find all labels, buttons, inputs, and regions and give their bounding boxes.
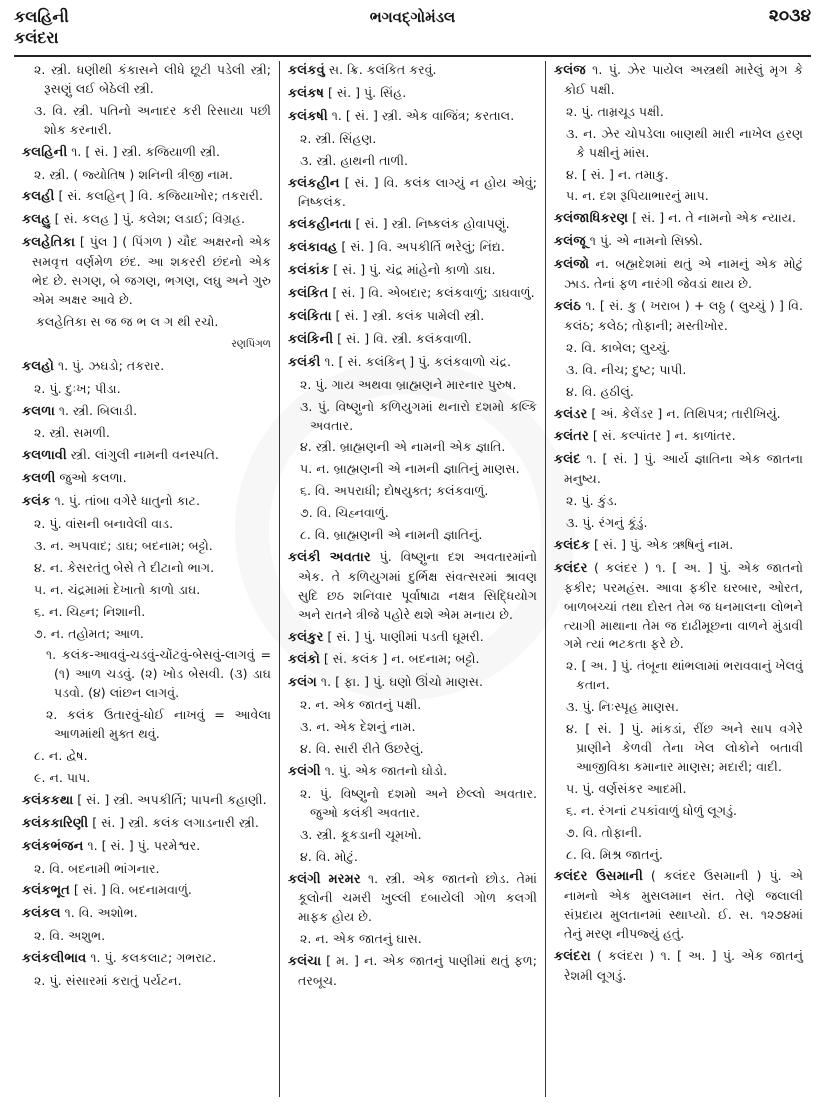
entry-sense: [22, 166, 271, 185]
definition-text: ૪. વિ. મોટું.: [300, 848, 358, 864]
entry-sense: [22, 860, 271, 879]
dictionary-entry: [22, 143, 271, 163]
definition-text: ૫. પું. વર્ણસંકર આદમી.: [566, 780, 687, 796]
definition-text: [ સં. ] વિ. એબદાર; કલંકવાળું; ડાઘવાળું.: [328, 285, 535, 301]
dictionary-entry: [288, 628, 537, 648]
definition-text: જુઓ કલળા.: [55, 470, 127, 486]
definition-text: [ સં. ] સ્ત્રી. કલંક પામેલી સ્ત્રી.: [331, 307, 485, 323]
definition-text: ૩. પું. વિષ્ણુનો કળિયુગમાં થનારો દશમો કલ્કિ અવતાર.: [300, 398, 537, 433]
definition-text: ૭. વિ. તોફાની.: [566, 824, 643, 840]
headword: કલંડર: [554, 406, 588, 422]
definition-text: ૨. પું. કુંડ.: [566, 493, 618, 509]
headword: કલંદ: [554, 452, 581, 468]
headword: કલંકષ: [288, 85, 324, 101]
entry-sense: [22, 102, 271, 140]
definition-text: [ સં. ] વિ. અપકીર્તિ ભરેલું; નિંદ્ય.: [337, 239, 505, 255]
headword: કલંગ: [288, 675, 317, 691]
dictionary-entry: [554, 61, 803, 100]
entry-sense: [554, 166, 803, 185]
headword: કલંકી: [288, 354, 321, 370]
definition-text: [ સં. કલંક ] ન. બદનામ; બટ્ટો.: [319, 651, 480, 667]
definition-text: ૧. [ સં. ] પું. પરમેશ્વર.: [83, 837, 201, 853]
dictionary-entry: [288, 548, 537, 625]
definition-text: [ સં. ] પું. ચંદ્ર માંહેનો કાળો ડાઘ.: [329, 262, 496, 278]
headword: કલહુ: [22, 212, 51, 228]
definition-text: ૩. ન. એક દેશનું નામ.: [300, 719, 416, 735]
definition-text: [ સં. ] પું. સિંહ.: [323, 84, 407, 100]
definition-text: [ પુંલ ] ( પિંગળ ) ચૌદ અક્ષરનો એક સમવૃત્ત વર્ણમેળ છંદ. આ શકરરી છંદનો એક ભેદ છે. સગણ, બે જગણ, ભગણ, લઘુ અને ગુરુ એમ અક્ષર આવે છે.: [32, 234, 271, 307]
headword: કલંકભંજન: [22, 838, 84, 854]
definition-text: ૭. ન. તહોમત; આળ.: [34, 625, 144, 641]
dictionary-entry: [288, 673, 537, 693]
definition-text: ૩. પું. નિઃસ્પૃહ માણસ.: [566, 699, 679, 715]
dictionary-entry: [288, 952, 537, 991]
definition-text: ( કલંદરા ) ૧. [ અ. ] પું. એક જાતનું રેશમી લૂગડું.: [564, 948, 803, 983]
headword: કલંદર: [554, 560, 588, 576]
definition-text: [ સં. ] પું. એક ઋષિનું નામ.: [589, 536, 734, 552]
entry-sense: [288, 740, 537, 759]
definition-text: ૩. સ્ત્રી. હાથની તાળી.: [300, 152, 408, 168]
entry-sense: [22, 972, 271, 991]
dictionary-entry: [554, 405, 803, 425]
definition-text: પું. વિષ્ણુના દશ અવતારમાંનો એક. તે કળિયુગમાં દુર્ભિક્ષ સંવત્સરમાં શ્રાવણ સુદિ છઠ શનિવાર પૂર્વાષાઢા નક્ષત્ર સિદ્ધિયોગ અને રાતને ત્રીજે પહોરે થશે એમ મનાય છે.: [298, 548, 538, 622]
headword: કલંકાવહ: [288, 240, 338, 256]
definition-text: ૧. [ સં. ] સ્ત્રી. કજિયાળી સ્ત્રી.: [67, 143, 220, 159]
headword: કલંકભૂત: [22, 883, 70, 899]
first-guide-word: કલહિની: [14, 7, 69, 26]
definition-text: [ સં. કલહિન્ ] વિ. કજિયાખોર; તકરારી.: [54, 188, 264, 204]
column-3: [545, 61, 811, 1097]
entry-sense: [554, 846, 803, 865]
entry-sense: [554, 720, 803, 777]
dictionary-entry: [554, 297, 803, 336]
definition-text: ૨. વિ. કાબેલ; લુચ્ચું.: [566, 339, 671, 355]
entry-sense: [22, 706, 271, 744]
entry-sense: [288, 130, 537, 149]
dictionary-entry: [22, 492, 271, 512]
column-1: [14, 61, 279, 1097]
definition-text: ૧. વિ. અશોભ.: [60, 905, 138, 921]
entry-sense: [554, 103, 803, 122]
entry-sense: [554, 514, 803, 533]
definition-text: ૨. વિ. અશુભ.: [34, 928, 106, 944]
dictionary-entry: [554, 947, 803, 986]
entry-sense: [554, 125, 803, 163]
definition-text: સ્ત્રી. લાંગુલી નામની વનસ્પતિ.: [66, 447, 219, 463]
definition-text: ૪. સ્ત્રી. બ્રાહ્મણની એ નામની એક જ્ઞાતિ.: [300, 439, 506, 455]
definition-text: ૩. પું. રંગનું કૂંડું.: [566, 515, 648, 531]
definition-text: ૬. ન. રંગનાં ટપકાંવાળું ધોળું લૂગડું.: [566, 802, 738, 818]
definition-text: ૧. પું. ઝેર પાયેલ અસ્ત્રથી મારેલું મૃગ કે કોઈ પક્ષી.: [564, 62, 803, 97]
dictionary-entry: [554, 255, 803, 294]
headword: કલંકહીનતા: [288, 217, 352, 233]
dictionary-entry: [22, 357, 271, 377]
dictionary-entry: [288, 650, 537, 670]
entry-sense: [554, 383, 803, 402]
headword: કલંકિતા: [288, 308, 332, 324]
dictionary-entry: [22, 402, 271, 422]
definition-text: ૧. સ્ત્રી. એક જાતનો છોડ. તેમાં કૂલોની ચમરી ખુલ્લી દબાયેલી ગોળ કલગી માફક હોય છે.: [298, 870, 537, 925]
entry-sense: [554, 657, 803, 695]
dictionary-entry: [288, 84, 537, 104]
definition-text: ૧. પું. ઝઘડો; તકરાર.: [53, 357, 165, 373]
definition-text: ૨. પું. વિષ્ણુનો દશમો અને છેલ્લો અવતાર. જુઓ કલંકી અવતાર.: [300, 785, 537, 820]
dictionary-entry: [288, 353, 537, 373]
headword: કલંકહીન: [288, 175, 340, 191]
entry-sense: [22, 424, 271, 443]
headword: કલંકી અવતાર: [288, 549, 371, 565]
entry-sense: [288, 376, 537, 395]
definition-text: ૩. સ્ત્રી. કૂકડાની ચૂમખો.: [300, 826, 422, 842]
definition-text: ૨. પું. દુઃખ; પીડા.: [34, 380, 121, 396]
definition-text: [ સં. ] વિ. કલંક લાગ્યું ન હોય એવું; નિષ્કલંક.: [298, 174, 537, 210]
headword: કલંજાધિકરણ: [554, 211, 629, 227]
entry-sense: [22, 559, 271, 578]
entry-sense: [22, 603, 271, 622]
entry-sense: [288, 482, 537, 501]
dictionary-entry: [288, 762, 537, 782]
entry-sense: [288, 826, 537, 845]
headword: કલંકો: [288, 652, 320, 668]
definition-text: ૪. [ સં. ] ન. તમાકુ.: [566, 166, 669, 182]
definition-text: ૧. [ સં. કુ ( ખરાબ ) + લઠ્ઠ ( લુચ્ચું ) ] વિ. કલંઠ; કલેઠ; તોફાની; મસ્તીખોર.: [564, 297, 803, 333]
definition-text: ૮. વિ. મિશ્ર જાતનું.: [566, 846, 663, 862]
book-title: ભગવદ્ગોમંડલ: [369, 8, 456, 26]
entry-sense: [288, 438, 537, 457]
dictionary-entry: [22, 469, 271, 489]
headword: કલંદક: [554, 537, 590, 553]
entry-sense: [22, 625, 271, 644]
definition-text: ૧. પું. કલકલાટ; ગભરાટ.: [86, 950, 217, 966]
definition-text: ૧. સ્ત્રી. બિલાડી.: [54, 402, 138, 418]
definition-text: ૪. વિ. સારી રીતે ઉછરેલું.: [300, 741, 424, 757]
dictionary-entry: [554, 536, 803, 556]
definition-text: ૩. ન. ઝેર ચોપડેલા બાણથી મારી નાખેલ હરણ કે પક્ષીનું માંસ.: [566, 125, 803, 160]
definition-text: ૫. ન. દશ રૂપિયાભારનું માપ.: [566, 188, 709, 204]
definition-text: ૨. વિ. બદનામી ભાંગનાર.: [34, 860, 160, 876]
definition-text: ૨. પું. સંસારમાં કરાતું પર્યટન.: [34, 973, 182, 989]
headword: કલંકુર: [288, 629, 324, 645]
definition-text: ૨. કલંક ઉતારવું-ધોઈ નાખવું = આવેલા આળમાંથી મુક્ત થવું.: [46, 707, 271, 742]
entry-sense: [288, 152, 537, 171]
headword: કલંકષી: [288, 108, 328, 124]
definition-text: [ સં. કલહ ] પું. કલેશ; લડાઈ; વિગ્રહ.: [50, 211, 245, 227]
entry-sense: [554, 802, 803, 821]
entry-sense: [22, 769, 271, 788]
definition-text: ૧. કલંક-આવવું-ચડવું-ચોંટવું-બેસવું-લાગવું = (૧) આળ ચડવું. (૨) ખોડ બેસવી. (૩) ડાઘ પડવો. (૪) લાંછન લાગવું.: [46, 647, 271, 701]
definition-text: [ મ. ] ન. એક જાતનું પાણીમાં થતું ફળ; તરબૂચ.: [298, 953, 537, 989]
headword: કલંક: [22, 494, 51, 510]
dictionary-entry: [554, 450, 803, 489]
headword: કલંકકારિણી: [22, 815, 89, 831]
page-number: ૨૦૩૪: [768, 6, 811, 26]
definition-text: ૧. [ સં. ] સ્ત્રી. એક વાજિંત્ર; કરતાલ.: [327, 107, 515, 123]
headword: કલંગી: [288, 764, 321, 779]
definition-text: ૮. વિ. બ્રાહ્મણની એ નામની જ્ઞાતિનું.: [300, 527, 483, 543]
dictionary-entry: [22, 881, 271, 901]
definition-text: [ સં. ] સ્ત્રી. નિષ્કલંક હોવાપણું.: [351, 216, 510, 232]
definition-text: ૬. વિ. અપરાધી; દોષયુક્ત; કલંકવાળું.: [300, 483, 489, 499]
dictionary-entry: [288, 238, 537, 258]
definition-text: ૪. વિ. હઠીલું.: [566, 383, 634, 399]
definition-text: ૨. સ્ત્રી. સિંહણ.: [300, 130, 377, 146]
definition-text: ૧. [ સં. કલંકિન્ ] પું. કલંકવાળો ચંદ્ર.: [320, 353, 512, 369]
definition-text: ૭. વિ. ચિહ્નવાળું.: [300, 505, 389, 521]
definition-text: ૧ પું. એ નામનો સિક્કો.: [585, 233, 703, 249]
headword: કલંતર: [554, 429, 589, 445]
quote-source: [22, 335, 271, 354]
dictionary-entry: [288, 174, 537, 213]
definition-text: ૨. સ્ત્રી. સમળી.: [34, 425, 110, 441]
entry-sense: [554, 698, 803, 717]
definition-text: ૨. [ અ. ] પું. તંબૂના થાંભલામાં ભરાવવાનું ખેલવું કતાન.: [566, 658, 803, 693]
definition-text: [ સં. ] વિ. સ્ત્રી. કલંકવાળી.: [333, 330, 472, 346]
definition-text: ૨. ન. એક જાતનું પક્ષી.: [300, 697, 422, 713]
dictionary-entry: [22, 837, 271, 857]
dictionary-entry: [288, 107, 537, 127]
dictionary-entry: [288, 215, 537, 235]
entry-sense: [22, 927, 271, 946]
dictionary-entry: [22, 791, 271, 811]
dictionary-entry: [288, 330, 537, 350]
definition-text: ૨. સ્ત્રી. ધણીથી કંકાસને લીધે છૂટી પડેલી સ્ત્રી; રૂસણું લઈ બેઠેલી સ્ત્રી.: [34, 62, 271, 96]
definition-text: ૪. ન. કેસરતંતુ બેસે તે દીટાનો ભાગ.: [34, 559, 215, 575]
headword: કલંદર ઉસમાની: [554, 869, 643, 885]
headword: કલંઠ: [554, 298, 581, 314]
header-rule: [14, 55, 811, 57]
definition-text: ૧. [ સં. ] પું. આર્ય જ્ઞાતિના એક જાતના મનુષ્ય.: [564, 451, 803, 487]
definition-text: ( કલંદર ) ૧. [ અ. ] પું. એક જાતનો ફકીર; પરમહંસ. આવા ફકીર ઘરબાર, ઓરત, બાળબચ્ચાં તથા દોસ્ત તેમ જ ધનમાલના લોભને ત્યાગી માથાના તેમ જ દાઢીમૂછના વાળને મુંડાવી ગમે ત્યાં ભટકતા ફરે છે.: [564, 559, 803, 652]
dictionary-entry: [22, 233, 271, 310]
definition-text: સ. ક્રિ. કલંકિત કરવું.: [324, 62, 437, 77]
dictionary-entry: [554, 209, 803, 229]
headword: કલંગી મરમર: [288, 871, 361, 887]
headword: કલહી: [22, 189, 55, 205]
definition-text: ૨. પું. વાંસની બનાવેલી વાડ.: [34, 516, 174, 532]
definition-text: [ સં. ] સ્ત્રી. અપકીર્તિ; પાપની કહાણી.: [73, 791, 267, 807]
headword: કલંકાંક: [288, 263, 330, 279]
entry-sense: [22, 747, 271, 766]
headword: કલળાવી: [22, 448, 67, 464]
entry-sense: [22, 581, 271, 600]
headword: કલળી: [22, 471, 56, 487]
definition-text: ( કલંદર ઉસમાની ) પું. એ નામનો એક મુસલમાન સંત. તેણે જલાલી સંપ્રદાય મુલતાનમાં સ્થાપ્યો. ઈ. સ. ૧૨૭૪માં તેનું મરણ નીપજ્યું હતું.: [564, 868, 803, 942]
headword: કલંકલ: [22, 906, 61, 922]
definition-text: ૩. ન. અપવાદ; ડાઘ; બદનામ; બટ્ટો.: [34, 537, 213, 553]
definition-text: [ સં. ] વિ. બદનામવાળું.: [69, 882, 192, 898]
headword: કલહિની: [22, 144, 68, 160]
dictionary-entry: [554, 232, 803, 252]
dictionary-entry: [554, 427, 803, 447]
headword: કલંજ: [554, 63, 586, 78]
headword: કલંકિની: [288, 331, 334, 347]
dictionary-entry: [288, 61, 537, 81]
definition-text: ૧. પું. તાંબા વગેરે ધાતુનો કાટ.: [50, 493, 200, 509]
dictionary-entry: [288, 870, 537, 928]
definition-text: રણપિંગળ: [231, 337, 271, 350]
entry-sense: [288, 696, 537, 715]
entry-sense: [554, 361, 803, 380]
definition-text: ન. બહ્મદેશમાં થતું એ નામનું એક મોટું ઝાડ. તેનાં ફળ નારંગી જેવડાં થાય છે.: [564, 256, 803, 292]
definition-text: [ સં. કલ્પાંતર ] ન. કાળાંતર.: [588, 428, 736, 444]
headword: કલળા: [22, 403, 55, 419]
definition-text: ૫. ન. બ્રાહ્મણની એ નામની જ્ઞાતિનું માણસ.: [300, 461, 520, 477]
entry-sense: [288, 930, 537, 949]
entry-sense: [554, 492, 803, 511]
headword: કલંકવું: [288, 63, 325, 78]
headword: કલંજૂ: [554, 234, 586, 250]
page-header: [14, 6, 811, 54]
entry-sense: [554, 339, 803, 358]
headword: કલંકકથા: [22, 792, 74, 808]
headword: કલંચા: [288, 954, 322, 970]
dictionary-entry: [288, 307, 537, 327]
entry-sense: [288, 398, 537, 436]
definition-text: ૨. પું. ગાય અથવા બ્રાહ્મણને મારનાર પુરુષ.: [300, 376, 517, 392]
headword: કલહેતિકા: [22, 235, 75, 251]
definition-text: ૩. વિ. સ્ત્રી. પતિનો અનાદર કરી રિસાયા પછી શોક કરનારી.: [34, 102, 271, 137]
headword: કલંકિત: [288, 286, 329, 302]
definition-text: ૨. ન. એક જાતનું ઘાસ.: [300, 931, 422, 947]
dictionary-entry: [22, 904, 271, 924]
entry-sense: [288, 848, 537, 867]
column-2: [279, 61, 545, 1097]
dictionary-entry: [554, 867, 803, 944]
entry-sense: [22, 61, 271, 99]
definition-text: [ સં. ] ન. તે નામનો એક ન્યાય.: [628, 210, 796, 226]
dictionary-columns: [14, 61, 811, 1097]
definition-text: ૧. [ ફા. ] પું. ઘણો ઊંચો માણસ.: [316, 674, 483, 690]
headword: કલંજો: [554, 257, 590, 273]
entry-sense: [22, 380, 271, 399]
definition-text: કલહેતિકા સ જ જ ભ લ ગ થી રચો.: [36, 313, 219, 329]
definition-text: ૨. પું. તામ્રચૂડ પક્ષી.: [566, 103, 664, 119]
definition-text: [ સં. ] પું. પાણીમાં પડતી ઘૂમરી.: [323, 628, 484, 644]
headword: કલંકલીભાવ: [22, 951, 87, 967]
dictionary-entry: [22, 949, 271, 969]
entry-sense: [554, 824, 803, 843]
definition-text: ૮. ન. દ્વેષ.: [34, 748, 88, 763]
entry-sense: [22, 515, 271, 534]
dictionary-entry: [22, 814, 271, 834]
entry-sense: [22, 313, 271, 332]
definition-text: ૫. ન. ચંદ્રમામાં દેખાતો કાળો ડાઘ.: [34, 581, 201, 597]
entry-sense: [554, 187, 803, 206]
definition-text: ૬. ન. ચિહ્ન; નિશાની.: [34, 603, 146, 619]
entry-sense: [22, 537, 271, 556]
dictionary-entry: [22, 187, 271, 207]
entry-sense: [22, 646, 271, 703]
definition-text: ૧. પું. એક જાતનો ઘોડો.: [320, 763, 448, 778]
dictionary-entry: [22, 446, 271, 466]
entry-sense: [288, 785, 537, 823]
entry-sense: [288, 460, 537, 479]
last-guide-word: કલંદરા: [14, 28, 59, 47]
definition-text: ૯. ન. પાપ.: [34, 769, 91, 785]
definition-text: ૪. [ સં. ] પું. માંકડાં, રીંછ અને સાપ વગેરે પ્રાણીને કેળવી તેના ખેલ લોકોને બતાવી આજીવિકા કમાનાર માણસ; મદારી; વાદી.: [566, 721, 803, 774]
definition-text: [ સં. ] સ્ત્રી. કલંક લગાડનારી સ્ત્રી.: [88, 814, 259, 830]
entry-sense: [288, 504, 537, 523]
dictionary-entry: [554, 559, 803, 655]
entry-sense: [554, 780, 803, 799]
dictionary-entry: [22, 210, 271, 230]
definition-text: [ અં. કેલેંડર ] ન. તિથિપત્ર; તારીખિયું.: [587, 405, 781, 421]
definition-text: ૩. વિ. નીચ; દુષ્ટ; પાપી.: [566, 361, 687, 377]
entry-sense: [288, 718, 537, 737]
dictionary-entry: [288, 284, 537, 304]
headword: કલંદરા: [554, 949, 591, 965]
definition-text: ૨. સ્ત્રી. ( જ્યોતિષ ) શનિની ત્રીજી નામ.: [34, 166, 233, 182]
headword: કલહો: [22, 358, 54, 374]
entry-sense: [288, 526, 537, 545]
dictionary-entry: [288, 261, 537, 281]
